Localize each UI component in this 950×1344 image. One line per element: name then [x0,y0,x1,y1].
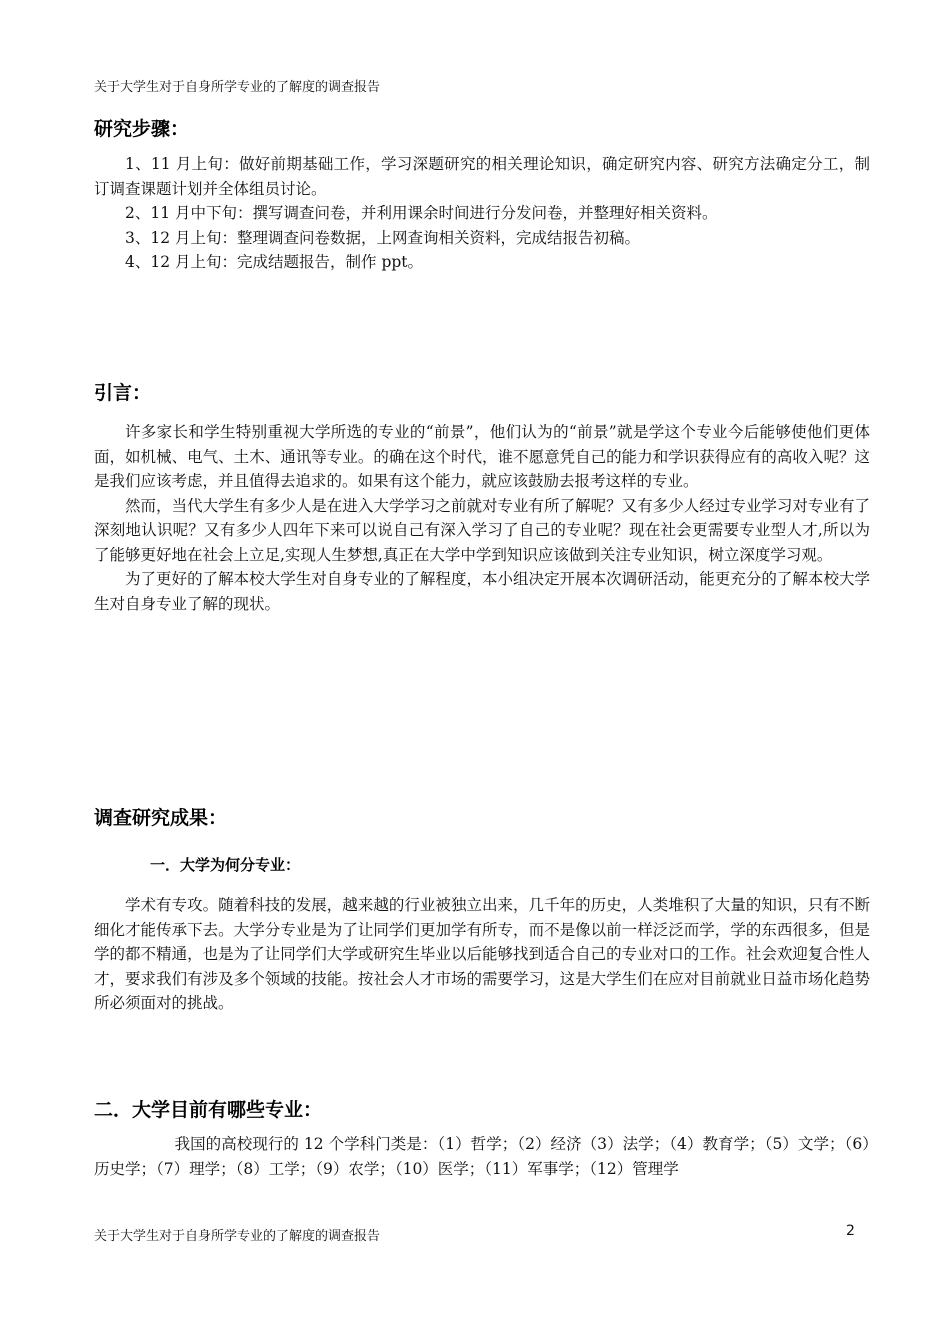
page-number: 2 [846,1223,855,1239]
step-item: 4、12 月上旬：完成结题报告，制作 ppt。 [125,253,424,271]
step-item: 1、11 月上旬：做好前期基础工作，学习深题研究的相关理论知识，确定研究内容、研究方法确定分工，制订调查课题计划并全体组员讨论。 [94,155,870,198]
section2-heading: 二．大学目前有哪些专业： [94,1099,323,1121]
steps-list [94,152,870,275]
intro-paragraph: 然而，当代大学生有多少人是在进入大学学习之前就对专业有所了解呢？又有多少人经过专业学习对专业有了深刻地认识呢？又有多少人四年下来可以说自己有深入学习了自己的专业呢？现在社会更需要专业型人才,所以为了能够更好地在社会上立足,实现人生梦想,真正在大学中学到知识应该做到关注专业知识，树立深度学习观。 [94,496,870,564]
intro-paragraph: 为了更好的了解本校大学生对自身专业的了解程度，本小组决定开展本次调研活动，能更充分的了解本校大学生对自身专业了解的现状。 [94,570,870,613]
step-item: 3、12 月上旬：整理调查问卷数据，上网查询相关资料，完成结报告初稿。 [125,228,641,247]
running-header: 关于大学生对于自身所学专业的了解度的调查报告 [94,80,381,95]
intro-body [94,420,870,616]
section1-heading: 一．大学为何分专业： [150,856,301,874]
step-item: 2、11 月中下旬：撰写调查问卷，并利用课余时间进行分发问卷，并整理好相关资料。 [125,204,718,222]
intro-heading: 引言： [94,382,152,404]
steps-heading: 研究步骤： [94,118,190,140]
section1-paragraph: 学术有专攻。随着科技的发展，越来越的行业被独立出来，几千年的历史，人类堆积了大量的知识，只有不断细化才能传承下去。大学分专业是为了让同学们更加学有所专，而不是像以前一样泛泛而学，学的东西很多，但是学的都不精通，也是为了让同学们大学或研究生毕业以后能够找到适合自己的专业对口的工作。社会欢迎复合性人才，要求我们有涉及多个领域的技能。按社会人才市场的需要学习，这是大学生们在应对目前就业日益市场化趋势所必须面对的挑战。 [94,896,870,1012]
section1-body [94,893,870,1016]
results-heading: 调查研究成果： [94,807,228,829]
section2-paragraph: 我国的高校现行的 12 个学科门类是：（1）哲学；（2）经济（3）法学；（4）教育学；（5）文学；（6）历史学；（7）理学；（8）工学；（9）农学；（10）医学；（11）军事学；（12）管理学 [94,1135,870,1178]
section2-body [94,1132,870,1181]
running-footer: 关于大学生对于自身所学专业的了解度的调查报告 [94,1229,381,1244]
intro-paragraph: 许多家长和学生特别重视大学所选的专业的“前景”，他们认为的“前景”就是学这个专业今后能够使他们更体面，如机械、电气、土木、通讯等专业。的确在这个时代，谁不愿意凭自己的能力和学识获得应有的高收入呢？这是我们应该考虑，并且值得去追求的。如果有这个能力，就应该鼓励去报考这样的专业。 [94,423,870,490]
